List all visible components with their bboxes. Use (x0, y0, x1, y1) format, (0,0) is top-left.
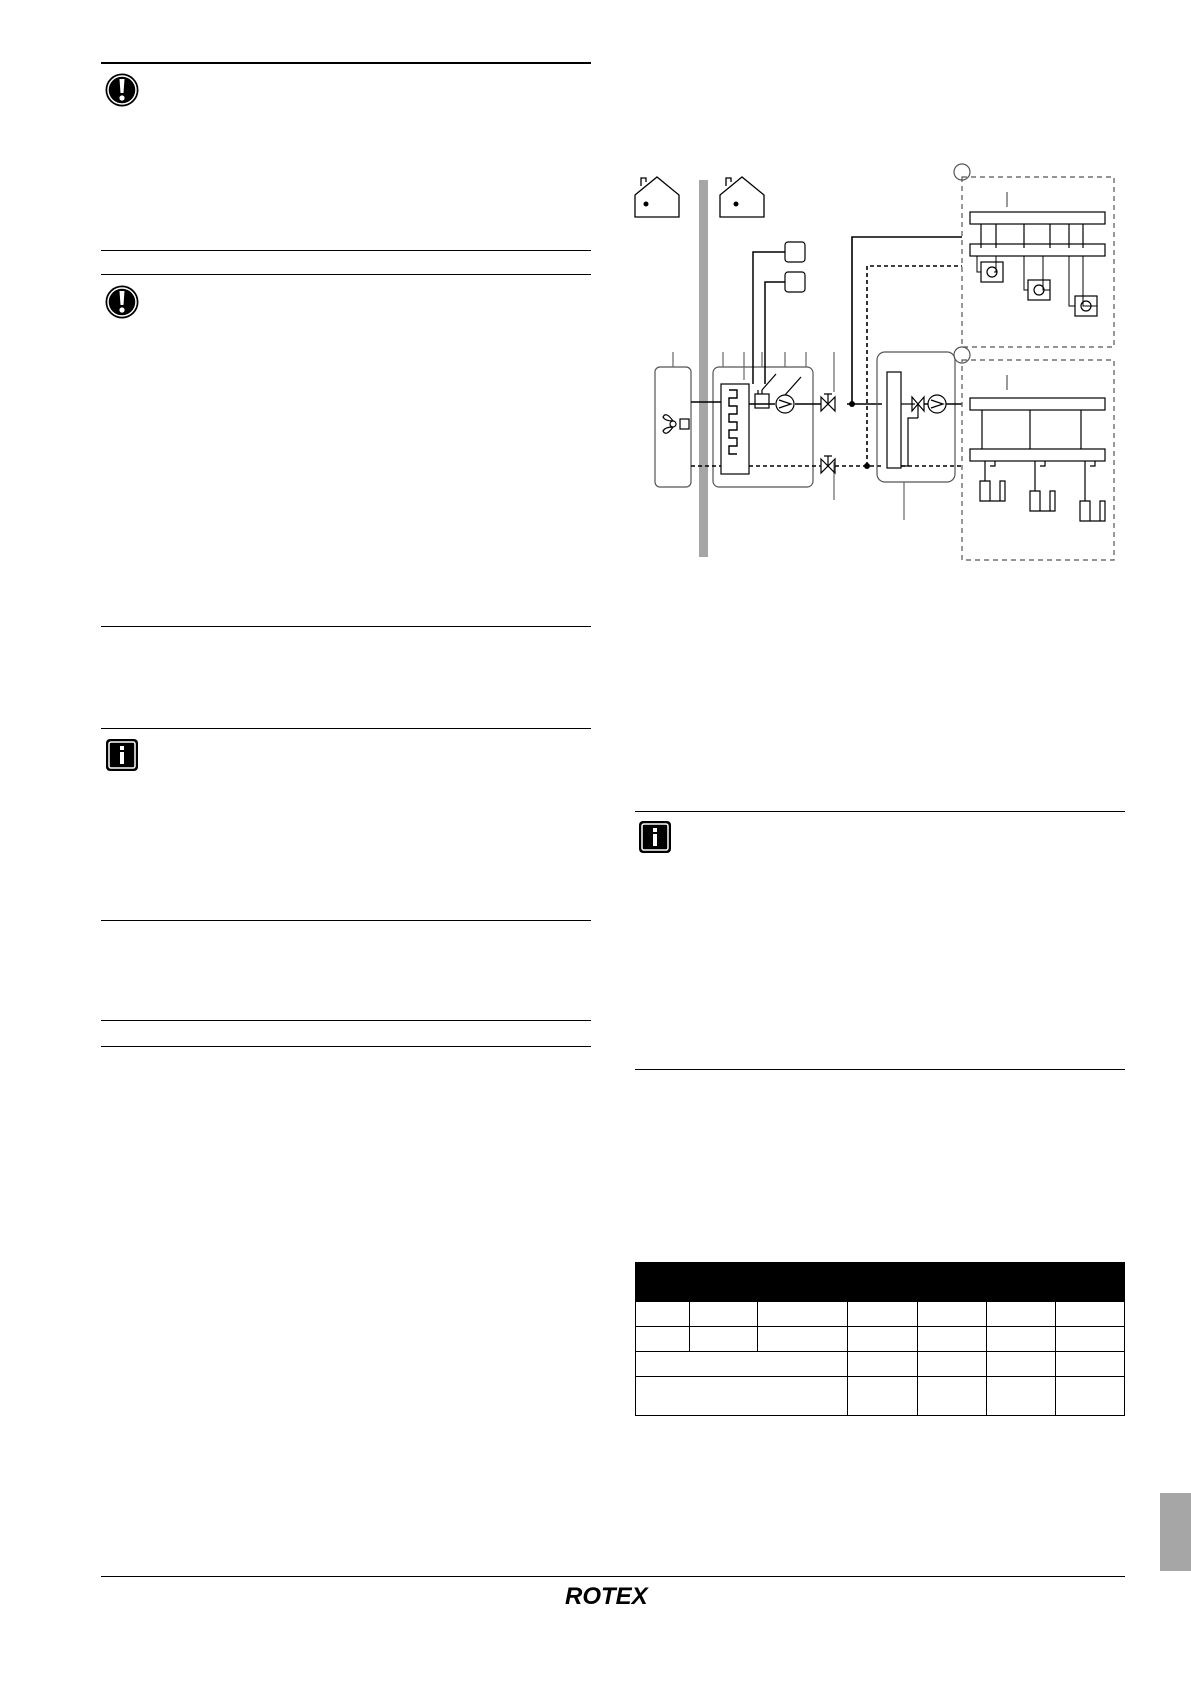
specification-table (635, 1262, 1125, 1416)
footer-rule (101, 1576, 1125, 1577)
zone-b-underfloor (962, 360, 1114, 560)
warning-exclamation-icon-2 (104, 284, 140, 320)
rotex-logo: ROTEX (565, 1583, 648, 1610)
left-top-rule (101, 62, 591, 64)
section-thumb-tab (1160, 1493, 1191, 1571)
info-icon-2 (638, 820, 672, 854)
right-rule-1 (635, 811, 1125, 812)
left-rule-7 (101, 1020, 591, 1021)
left-rule-3 (101, 274, 591, 275)
building-wall (699, 180, 708, 557)
table-row (636, 1377, 1125, 1416)
fancoil-1 (981, 262, 1003, 282)
heating-system-schematic (625, 162, 1120, 567)
table-header (636, 1263, 1125, 1302)
controller-1 (785, 242, 805, 262)
underfloor-loop-2 (1030, 461, 1055, 511)
left-rule-4 (101, 626, 591, 627)
table-row (636, 1302, 1125, 1327)
left-rule-6 (101, 920, 591, 921)
table-header-row (636, 1263, 1125, 1302)
table-row (636, 1327, 1125, 1352)
left-rule-2 (101, 250, 591, 251)
controller-2 (785, 272, 805, 292)
info-icon (105, 738, 139, 772)
left-rule-8 (101, 1046, 591, 1047)
indoor-unit (713, 367, 813, 487)
underfloor-loop-1 (980, 461, 1005, 501)
underfloor-loop-3 (1080, 461, 1105, 521)
left-rule-5 (101, 728, 591, 729)
right-rule-2 (635, 1069, 1125, 1070)
table-row (636, 1352, 1125, 1377)
warning-exclamation-icon (104, 72, 140, 108)
